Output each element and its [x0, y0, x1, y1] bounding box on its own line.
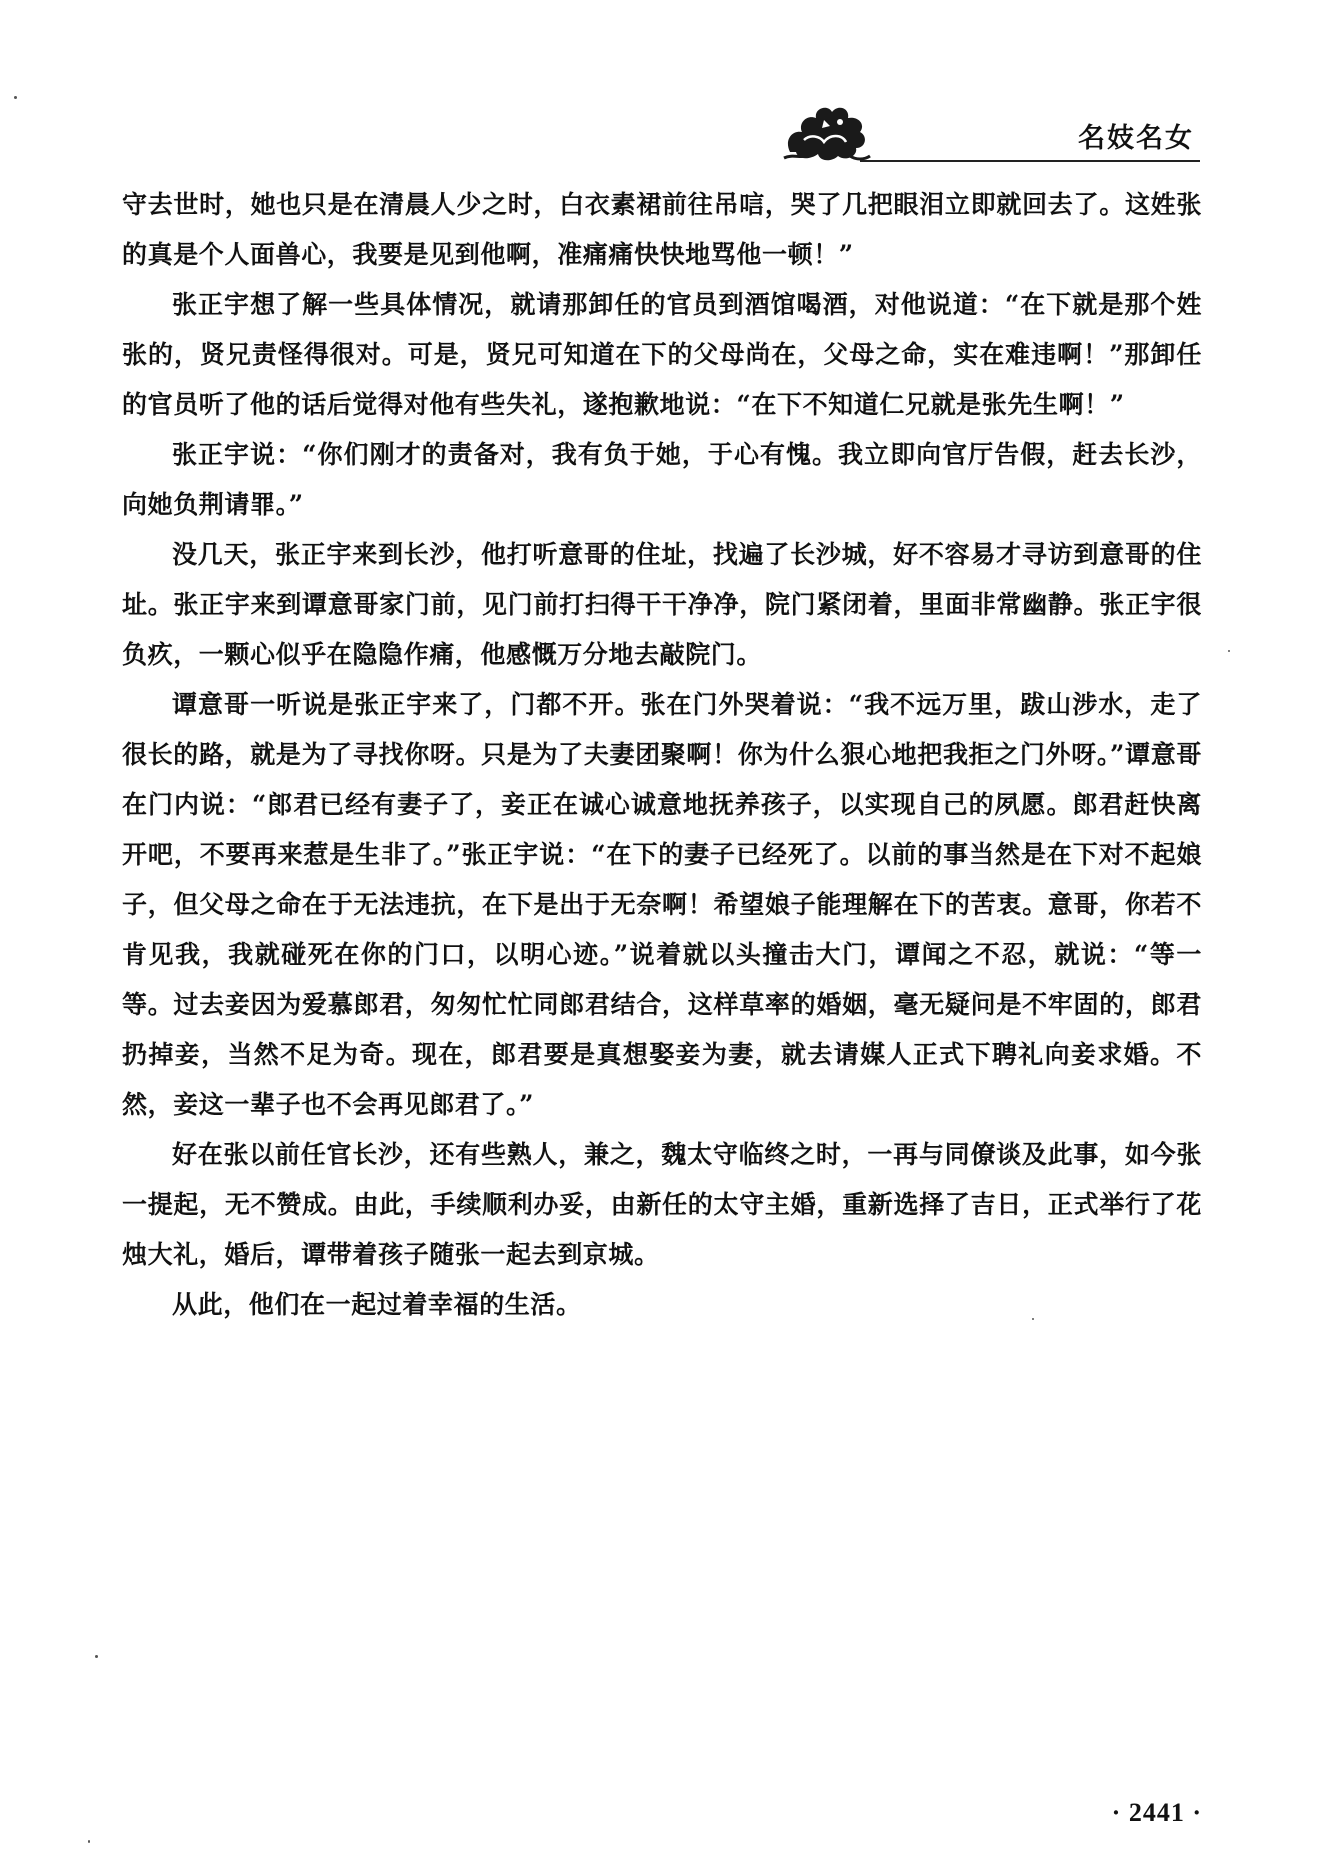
scan-speck — [14, 96, 17, 99]
paragraph: 没几天，张正宇来到长沙，他打听意哥的住址，找遍了长沙城，好不容易才寻访到意哥的住址。张正宇来到谭意哥家门前，见门前打扫得干干净净，院门紧闭着，里面非常幽静。张正宇很负疚，一颗心似乎在隐隐作痛，他感慨万分地去敲院门。 — [122, 540, 1202, 669]
paragraph: 守去世时，她也只是在清晨人少之时，白衣素裙前往吊唁，哭了几把眼泪立即就回去了。这姓张的真是个人面兽心，我要是见到他啊，准痛痛快快地骂他一顿！” — [122, 190, 1202, 269]
scan-speck — [88, 1840, 90, 1843]
header-title: 名妓名女 — [1078, 123, 1194, 154]
paragraph: 谭意哥一听说是张正宇来了，门都不开。张在门外哭着说：“我不远万里，跋山涉水，走了很长的路，就是为了寻找你呀。只是为了夫妻团聚啊！你为什么狠心地把我拒之门外呀。”谭意哥在门内说：“郎君已经有妻子了，妾正在诚心诚意地抚养孩子，以实现自己的夙愿。郎君赶快离开吧，不要再来惹是生非了。”张正宇说：“在下的妻子已经死了。以前的事当然是在下对不起娘子，但父母之命在于无法违抗，在下是出于无奈啊！希望娘子能理解在下的苦衷。意哥，你若不肯见我，我就碰死在你的门口，以明心迹。”说着就以头撞击大门，谭闻之不忍，就说：“等一等。过去妾因为爱慕郎君，匆匆忙忙同郎君结合，这样草率的婚姻，毫无疑问是不牢固的，郎君扔掉妾，当然不足为奇。现在，郎君要是真想娶妾为妻，就去请媒人正式下聘礼向妾求婚。不然，妾这一辈子也不会再见郎君了。” — [122, 690, 1202, 1119]
page-number: · 2441 · — [1111, 1798, 1202, 1827]
scan-speck — [1032, 1318, 1034, 1320]
scan-speck — [1228, 650, 1230, 652]
body-text — [122, 180, 1202, 1330]
paragraph: 从此，他们在一起过着幸福的生活。 — [172, 1290, 582, 1319]
scan-speck — [95, 1655, 98, 1658]
header-rule — [860, 160, 1200, 162]
paragraph: 张正宇想了解一些具体情况，就请那卸任的官员到酒馆喝酒，对他说道：“在下就是那个姓张的，贤兄责怪得很对。可是，贤兄可知道在下的父母尚在，父母之命，实在难违啊！”那卸任的官员听了他的话后觉得对他有些失礼，遂抱歉地说：“在下不知道仁兄就是张先生啊！” — [122, 290, 1202, 419]
dragon-emblem-icon — [780, 100, 872, 166]
paragraph: 好在张以前任官长沙，还有些熟人，兼之，魏太守临终之时，一再与同僚谈及此事，如今张一提起，无不赞成。由此，手续顺利办妥，由新任的太守主婚，重新选择了吉日，正式举行了花烛大礼，婚后，谭带着孩子随张一起去到京城。 — [122, 1140, 1202, 1269]
paragraph: 张正宇说：“你们刚才的责备对，我有负于她，于心有愧。我立即向官厅告假，赶去长沙，向她负荆请罪。” — [122, 440, 1202, 519]
running-header — [780, 100, 1200, 170]
